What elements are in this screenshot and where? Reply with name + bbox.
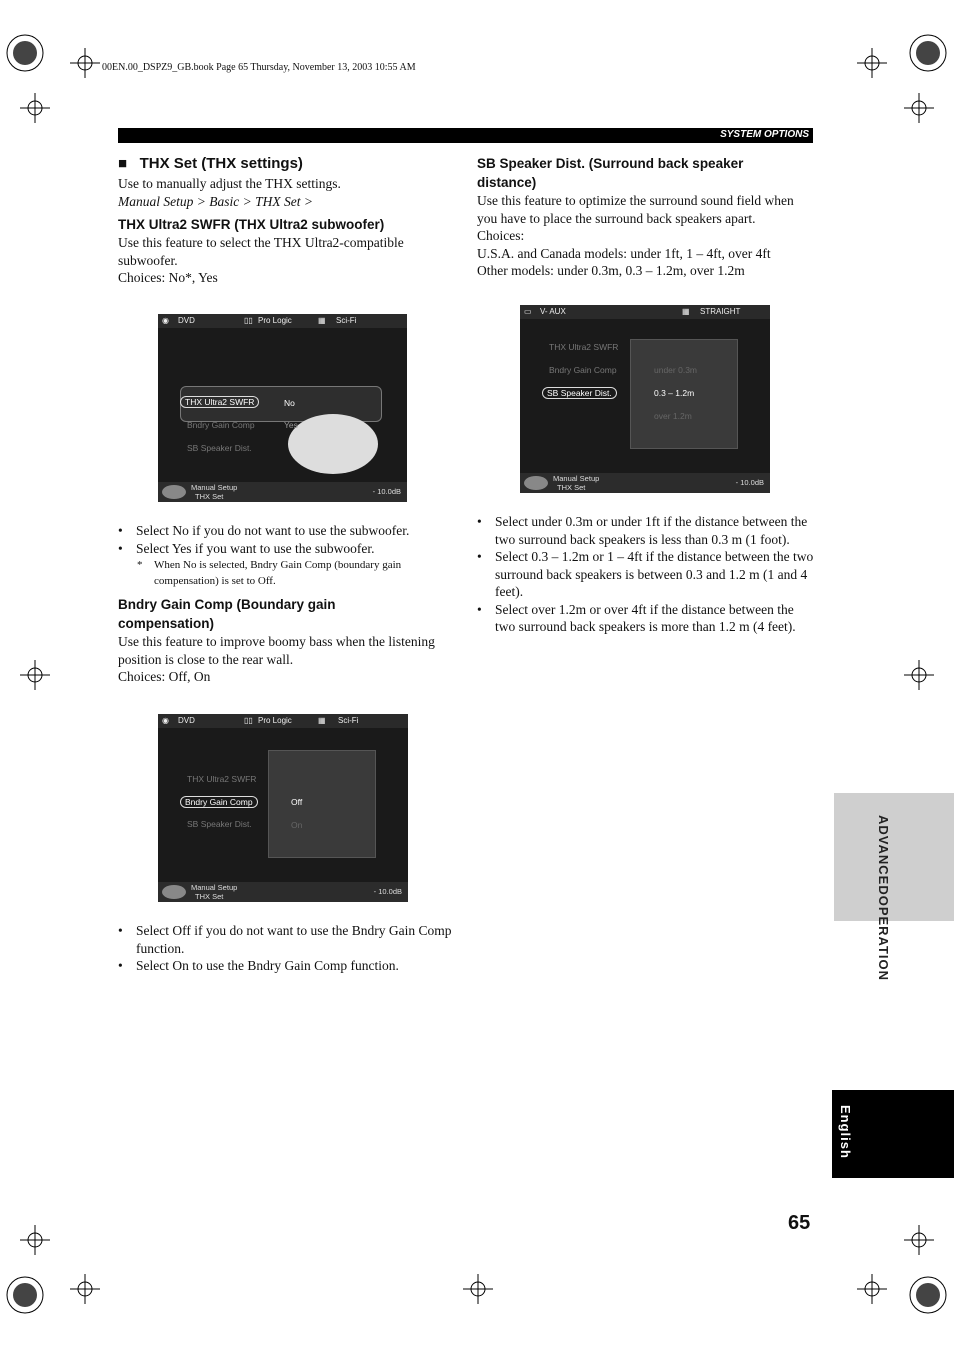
osd-screen-sb-dist — [520, 305, 770, 493]
osd-decoder: Pro Logic — [258, 716, 292, 725]
sb-choices-us: U.S.A. and Canada models: under 1ft, 1 – 4ft, over 4ft — [477, 245, 771, 261]
crosshair-mark-bottom-center — [463, 1274, 493, 1304]
osd-option-under[interactable]: under 0.3m — [654, 365, 697, 375]
bndry-heading-line: compensation) — [118, 616, 215, 631]
osd-item-sb-dist[interactable]: SB Speaker Dist. — [187, 443, 252, 453]
crosshair-mark-left-top — [20, 93, 50, 123]
osd-footer-submenu: THX Set — [557, 483, 586, 492]
file-info: 00EN.00_DSPZ9_GB.book Page 65 Thursday, November 13, 2003 10:55 AM — [102, 62, 416, 73]
osd-status-bar — [158, 714, 408, 728]
osd-item-bndry[interactable]: Bndry Gain Comp — [187, 420, 255, 430]
osd-volume: - 10.0dB — [373, 887, 402, 896]
osd-input: DVD — [178, 316, 195, 325]
osd-status-bar — [158, 314, 407, 328]
swfr-body-line: subwoofer. — [118, 252, 178, 268]
osd-option-no[interactable]: No — [284, 398, 295, 408]
osd-volume: - 10.0dB — [735, 478, 764, 487]
sb-bullets-block — [477, 513, 815, 636]
osd-footer — [158, 882, 408, 902]
osd-item-sb-dist[interactable]: SB Speaker Dist. — [542, 387, 617, 399]
input-icon: ▭ — [524, 307, 532, 316]
heading-text: THX Set (THX settings) — [139, 155, 303, 172]
side-tab-advanced-operation — [834, 793, 954, 982]
osd-footer-submenu: THX Set — [195, 892, 224, 901]
bndry-bullets-block — [118, 922, 458, 975]
bullet-item: • Select On to use the Bndry Gain Comp function. — [118, 957, 458, 975]
swfr-heading: THX Ultra2 SWFR (THX Ultra2 subwoofer) — [118, 217, 385, 232]
side-tab-label: English — [838, 1105, 853, 1159]
thx-set-heading — [118, 155, 458, 172]
osd-program: Sci-Fi — [338, 716, 359, 725]
footnote-line: compensation) is set to Off. — [154, 575, 276, 587]
osd-footer — [520, 473, 770, 493]
dsp-icon: ▦ — [682, 307, 690, 316]
crosshair-mark-right-top — [904, 93, 934, 123]
side-tab-label — [876, 815, 891, 981]
crosshair-mark-top — [70, 48, 100, 78]
osd-program: Sci-Fi — [336, 316, 357, 325]
osd-status-bar — [520, 305, 770, 319]
osd-footer — [158, 482, 407, 502]
osd-option-off[interactable]: Off — [291, 797, 303, 807]
osd-item-bndry[interactable]: Bndry Gain Comp — [180, 796, 258, 808]
crosshair-mark-left-bottom — [20, 1225, 50, 1255]
crosshair-mark-left-mid — [20, 660, 50, 690]
side-tab-line: ADVANCED — [876, 815, 891, 896]
osd-footer-menu: Manual Setup — [553, 474, 600, 483]
crosshair-mark-right-mid — [904, 660, 934, 690]
side-tab-english — [832, 1090, 954, 1178]
osd-item-swfr[interactable]: THX Ultra2 SWFR — [549, 342, 619, 352]
osd-volume: - 10.0dB — [372, 487, 401, 496]
osd-input: V- AUX — [540, 307, 566, 316]
osd-footer-menu: Manual Setup — [191, 483, 238, 492]
crosshair-mark-bottom-left — [70, 1274, 100, 1304]
sb-heading-line: SB Speaker Dist. (Surround back speaker — [477, 156, 744, 171]
dolby-icon: ▯▯ — [244, 316, 253, 325]
thx-logo-icon — [162, 885, 186, 899]
registration-mark-bottom-left — [0, 1270, 50, 1320]
thx-set-intro: Use to manually adjust the THX settings. — [118, 176, 341, 191]
bullet-item: • Select Yes if you want to use the subwoofer. — [118, 540, 458, 558]
footnote — [118, 557, 458, 589]
crosshair-mark-top-right — [857, 48, 887, 78]
options-panel — [268, 750, 376, 858]
osd-option-yes[interactable]: Yes — [284, 420, 298, 430]
osd-footer-menu: Manual Setup — [191, 883, 238, 892]
bndry-heading-line: Bndry Gain Comp (Boundary gain — [118, 597, 336, 612]
osd-program: STRAIGHT — [700, 307, 741, 316]
sb-choices-other: Other models: under 0.3m, 0.3 – 1.2m, over 1.2m — [477, 263, 745, 278]
swfr-body-line: Use this feature to select the THX Ultra2-compatible — [118, 235, 404, 250]
bullet-item: • Select Off if you do not want to use the Bndry Gain Comp function. — [118, 922, 458, 957]
osd-decoder: Pro Logic — [258, 316, 292, 325]
sb-body-line: Use this feature to optimize the surround sound field when — [477, 193, 794, 208]
sb-heading-line: distance) — [477, 175, 537, 190]
bndry-body-line: position is close to the rear wall. — [118, 651, 294, 667]
osd-screen-bndry — [158, 714, 408, 902]
osd-option-mid[interactable]: 0.3 – 1.2m — [654, 388, 695, 398]
osd-footer-submenu: THX Set — [195, 492, 224, 501]
crosshair-mark-bottom-right — [857, 1274, 887, 1304]
registration-mark-top-right — [903, 28, 953, 78]
osd-option-over[interactable]: over 1.2m — [654, 411, 692, 421]
page-number: 65 — [788, 1212, 811, 1234]
osd-screen-swfr — [158, 314, 407, 502]
disc-icon: ◉ — [162, 716, 169, 725]
registration-mark-bottom-right — [903, 1270, 953, 1320]
bndry-choices: Choices: Off, On — [118, 669, 211, 684]
swfr-bullets-block — [118, 522, 458, 686]
dolby-icon: ▯▯ — [244, 716, 253, 725]
footnote-marker: * — [137, 559, 143, 571]
bullet-item: • Select under 0.3m or under 1ft if the distance between the two surround back speakers is less than 0.3 m (1 foot). — [477, 513, 815, 548]
registration-mark-top-left — [0, 28, 50, 78]
osd-item-swfr[interactable]: THX Ultra2 SWFR — [180, 396, 259, 408]
bullet-item: • Select over 1.2m or over 4ft if the distance between the two surround back speakers is more than 1.2 m (4 feet). — [477, 601, 815, 636]
osd-input: DVD — [178, 716, 195, 725]
disc-icon: ◉ — [162, 316, 169, 325]
sb-body-line: you have to place the surround back speakers apart. — [477, 210, 756, 226]
bndry-body-line: Use this feature to improve boomy bass when the listening — [118, 634, 435, 649]
osd-item-bndry[interactable]: Bndry Gain Comp — [549, 365, 617, 375]
osd-item-swfr[interactable]: THX Ultra2 SWFR — [187, 774, 257, 784]
heading-square-bullet: ■ — [118, 155, 128, 172]
section-label: SYSTEM OPTIONS — [720, 129, 809, 140]
section-header-bar — [118, 128, 813, 143]
clapper-icon: ▦ — [318, 316, 326, 325]
right-column — [477, 154, 817, 280]
crosshair-mark-right-bottom — [904, 1225, 934, 1255]
bullet-item: • Select 0.3 – 1.2m or 1 – 4ft if the distance between the two surround back speakers is between 0.3 and 1.2 m (1 and 4 feet). — [477, 548, 815, 601]
footnote-line: When No is selected, Bndry Gain Comp (boundary gain — [154, 559, 402, 571]
thx-logo-icon — [524, 476, 548, 490]
thx-logo-icon — [162, 485, 186, 499]
left-column — [118, 155, 458, 287]
menu-path: Manual Setup > Basic > THX Set > — [118, 193, 313, 209]
bullet-item: • Select No if you do not want to use the subwoofer. — [118, 522, 458, 540]
speaker-layout-graphic — [288, 414, 378, 474]
osd-option-on[interactable]: On — [291, 820, 303, 830]
sb-body-line: Choices: — [477, 228, 525, 243]
side-tab-line: OPERATION — [876, 895, 891, 982]
osd-item-sb-dist[interactable]: SB Speaker Dist. — [187, 819, 252, 829]
clapper-icon: ▦ — [318, 716, 326, 725]
swfr-choices: Choices: No*, Yes — [118, 270, 218, 285]
